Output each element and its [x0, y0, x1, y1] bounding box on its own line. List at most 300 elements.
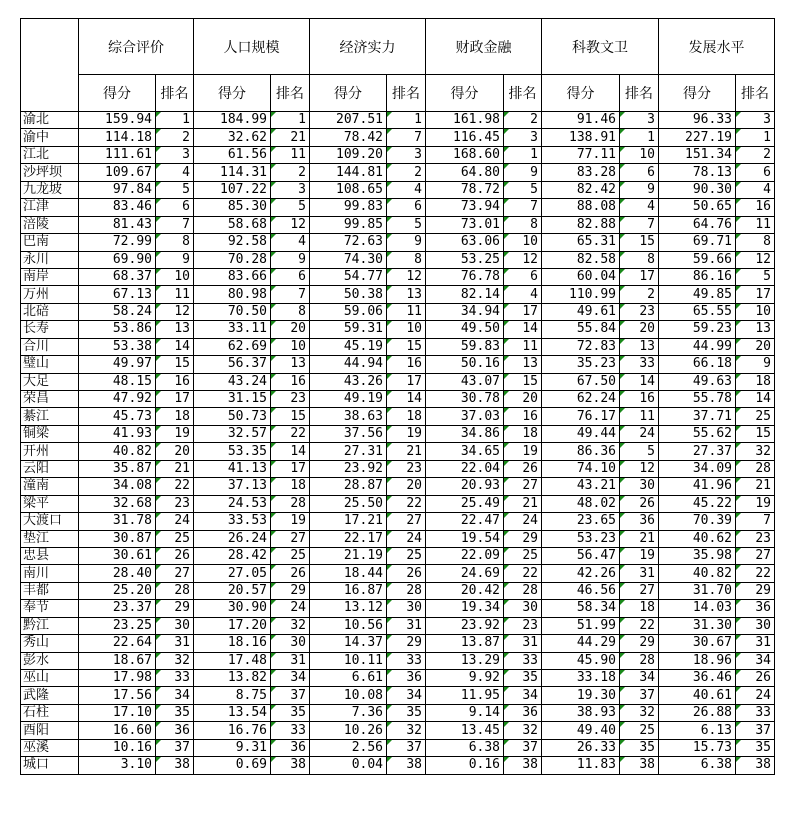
rank-cell: 2 — [156, 129, 194, 146]
region-name-cell: 武隆 — [21, 687, 79, 704]
group-header-composite: 综合评价 — [79, 19, 194, 75]
rank-cell: 31 — [271, 652, 310, 669]
score-cell: 72.83 — [542, 338, 620, 355]
score-cell: 116.45 — [426, 129, 504, 146]
score-cell: 144.81 — [310, 164, 387, 181]
score-cell: 34.09 — [659, 460, 736, 477]
table-row — [21, 530, 775, 547]
score-cell: 32.68 — [79, 495, 156, 512]
score-cell: 60.04 — [542, 268, 620, 285]
rank-cell: 11 — [156, 286, 194, 303]
rank-cell: 29 — [156, 600, 194, 617]
region-name-cell: 南岸 — [21, 268, 79, 285]
score-cell: 20.57 — [194, 582, 271, 599]
score-cell: 20.42 — [426, 582, 504, 599]
score-cell: 43.21 — [542, 478, 620, 495]
rank-cell: 14 — [736, 391, 775, 408]
table-row — [21, 425, 775, 442]
score-header: 得分 — [542, 75, 620, 112]
rank-cell: 26 — [387, 565, 426, 582]
rank-header: 排名 — [504, 75, 542, 112]
score-cell: 63.06 — [426, 234, 504, 251]
group-header-education: 科教文卫 — [542, 19, 659, 75]
region-name-cell: 涪陵 — [21, 216, 79, 233]
rank-cell: 26 — [156, 547, 194, 564]
group-header-economy: 经济实力 — [310, 19, 426, 75]
rank-cell: 20 — [620, 321, 659, 338]
rank-cell: 13 — [271, 356, 310, 373]
region-name-cell: 云阳 — [21, 460, 79, 477]
rank-cell: 22 — [156, 478, 194, 495]
rank-cell: 32 — [156, 652, 194, 669]
region-name-cell: 潼南 — [21, 478, 79, 495]
score-cell: 34.94 — [426, 303, 504, 320]
score-cell: 22.04 — [426, 460, 504, 477]
score-cell: 23.65 — [542, 513, 620, 530]
rank-cell: 15 — [504, 373, 542, 390]
score-cell: 41.13 — [194, 460, 271, 477]
rank-cell: 32 — [620, 704, 659, 721]
rank-cell: 13 — [504, 356, 542, 373]
rank-cell: 11 — [736, 216, 775, 233]
rank-cell: 12 — [387, 268, 426, 285]
score-cell: 110.99 — [542, 286, 620, 303]
score-cell: 58.34 — [542, 600, 620, 617]
rank-cell: 28 — [271, 495, 310, 512]
rank-cell: 27 — [271, 530, 310, 547]
region-name-cell: 南川 — [21, 565, 79, 582]
rank-cell: 12 — [271, 216, 310, 233]
rank-cell: 30 — [620, 478, 659, 495]
score-cell: 59.31 — [310, 321, 387, 338]
rank-cell: 4 — [156, 164, 194, 181]
score-cell: 19.34 — [426, 600, 504, 617]
rank-cell: 34 — [736, 652, 775, 669]
rank-cell: 37 — [156, 739, 194, 756]
table-row — [21, 303, 775, 320]
table-row — [21, 356, 775, 373]
rank-cell: 1 — [387, 112, 426, 129]
region-name-cell: 渝北 — [21, 112, 79, 129]
rank-cell: 17 — [387, 373, 426, 390]
rank-cell: 2 — [504, 112, 542, 129]
score-cell: 40.82 — [79, 443, 156, 460]
rank-cell: 15 — [736, 425, 775, 442]
score-cell: 17.56 — [79, 687, 156, 704]
score-cell: 70.39 — [659, 513, 736, 530]
score-header: 得分 — [79, 75, 156, 112]
score-cell: 48.02 — [542, 495, 620, 512]
score-cell: 33.18 — [542, 670, 620, 687]
score-cell: 13.29 — [426, 652, 504, 669]
rank-header: 排名 — [736, 75, 775, 112]
score-cell: 34.08 — [79, 478, 156, 495]
rank-cell: 26 — [271, 565, 310, 582]
table-row — [21, 408, 775, 425]
rank-cell: 33 — [271, 722, 310, 739]
score-cell: 23.37 — [79, 600, 156, 617]
table-row — [21, 757, 775, 774]
table-row — [21, 251, 775, 268]
region-name-cell: 彭水 — [21, 652, 79, 669]
region-name-cell: 江北 — [21, 146, 79, 163]
region-name-cell: 渝中 — [21, 129, 79, 146]
rank-cell: 37 — [736, 722, 775, 739]
table-row — [21, 391, 775, 408]
score-cell: 2.56 — [310, 739, 387, 756]
region-name-cell: 北碚 — [21, 303, 79, 320]
rank-cell: 2 — [271, 164, 310, 181]
rank-cell: 16 — [271, 373, 310, 390]
score-cell: 17.20 — [194, 617, 271, 634]
rank-cell: 31 — [736, 635, 775, 652]
rank-cell: 19 — [620, 547, 659, 564]
table-row — [21, 635, 775, 652]
score-cell: 45.22 — [659, 495, 736, 512]
score-cell: 45.19 — [310, 338, 387, 355]
score-cell: 32.57 — [194, 425, 271, 442]
rank-cell: 9 — [736, 356, 775, 373]
score-cell: 207.51 — [310, 112, 387, 129]
rank-cell: 24 — [504, 513, 542, 530]
score-cell: 78.13 — [659, 164, 736, 181]
rank-cell: 20 — [156, 443, 194, 460]
table-row — [21, 547, 775, 564]
rank-cell: 35 — [736, 739, 775, 756]
rank-cell: 30 — [271, 635, 310, 652]
score-cell: 72.63 — [310, 234, 387, 251]
table-row — [21, 617, 775, 634]
score-cell: 25.20 — [79, 582, 156, 599]
rank-cell: 25 — [620, 722, 659, 739]
score-cell: 18.16 — [194, 635, 271, 652]
score-cell: 49.44 — [542, 425, 620, 442]
table-row — [21, 739, 775, 756]
region-name-cell: 秀山 — [21, 635, 79, 652]
score-cell: 49.19 — [310, 391, 387, 408]
score-cell: 97.84 — [79, 181, 156, 198]
score-cell: 37.13 — [194, 478, 271, 495]
rank-cell: 20 — [387, 478, 426, 495]
rank-cell: 37 — [504, 739, 542, 756]
score-cell: 43.07 — [426, 373, 504, 390]
rank-cell: 4 — [271, 234, 310, 251]
score-cell: 78.42 — [310, 129, 387, 146]
score-cell: 83.28 — [542, 164, 620, 181]
rank-cell: 38 — [504, 757, 542, 774]
rank-cell: 25 — [736, 408, 775, 425]
rank-cell: 24 — [620, 425, 659, 442]
rank-cell: 9 — [387, 234, 426, 251]
rank-cell: 37 — [387, 739, 426, 756]
rank-cell: 21 — [620, 530, 659, 547]
region-name-cell: 开州 — [21, 443, 79, 460]
score-cell: 15.73 — [659, 739, 736, 756]
score-cell: 161.98 — [426, 112, 504, 129]
score-cell: 61.56 — [194, 146, 271, 163]
table-row — [21, 146, 775, 163]
rank-cell: 32 — [504, 722, 542, 739]
rank-cell: 1 — [736, 129, 775, 146]
score-cell: 48.15 — [79, 373, 156, 390]
score-cell: 35.87 — [79, 460, 156, 477]
rank-cell: 15 — [620, 234, 659, 251]
rank-cell: 4 — [736, 181, 775, 198]
score-cell: 25.49 — [426, 495, 504, 512]
rank-cell: 10 — [156, 268, 194, 285]
score-cell: 53.35 — [194, 443, 271, 460]
score-cell: 109.20 — [310, 146, 387, 163]
rank-cell: 13 — [156, 321, 194, 338]
rank-cell: 6 — [620, 164, 659, 181]
rank-cell: 21 — [156, 460, 194, 477]
score-cell: 26.88 — [659, 704, 736, 721]
score-cell: 40.62 — [659, 530, 736, 547]
score-cell: 159.94 — [79, 112, 156, 129]
table-row — [21, 478, 775, 495]
score-cell: 55.78 — [659, 391, 736, 408]
rank-cell: 20 — [271, 321, 310, 338]
score-header: 得分 — [310, 75, 387, 112]
rank-cell: 18 — [620, 600, 659, 617]
region-name-cell: 璧山 — [21, 356, 79, 373]
score-cell: 30.90 — [194, 600, 271, 617]
score-cell: 31.30 — [659, 617, 736, 634]
table-row — [21, 565, 775, 582]
score-cell: 64.80 — [426, 164, 504, 181]
score-cell: 50.38 — [310, 286, 387, 303]
score-cell: 24.69 — [426, 565, 504, 582]
group-header-population: 人口规模 — [194, 19, 310, 75]
rank-cell: 14 — [156, 338, 194, 355]
table-row — [21, 582, 775, 599]
score-cell: 82.58 — [542, 251, 620, 268]
rank-cell: 16 — [620, 391, 659, 408]
score-cell: 66.18 — [659, 356, 736, 373]
rank-cell: 19 — [504, 443, 542, 460]
score-cell: 7.36 — [310, 704, 387, 721]
rank-cell: 7 — [387, 129, 426, 146]
table-row — [21, 286, 775, 303]
score-cell: 10.26 — [310, 722, 387, 739]
rank-cell: 5 — [271, 199, 310, 216]
score-cell: 53.38 — [79, 338, 156, 355]
region-name-cell: 巫溪 — [21, 739, 79, 756]
score-cell: 11.83 — [542, 757, 620, 774]
rank-cell: 5 — [504, 181, 542, 198]
rank-cell: 6 — [271, 268, 310, 285]
rank-cell: 28 — [156, 582, 194, 599]
rank-cell: 28 — [504, 582, 542, 599]
score-cell: 0.04 — [310, 757, 387, 774]
table-row — [21, 181, 775, 198]
score-cell: 88.08 — [542, 199, 620, 216]
score-cell: 62.24 — [542, 391, 620, 408]
region-name-cell: 黔江 — [21, 617, 79, 634]
score-cell: 76.78 — [426, 268, 504, 285]
table-row — [21, 600, 775, 617]
score-cell: 19.54 — [426, 530, 504, 547]
score-cell: 13.12 — [310, 600, 387, 617]
table-row — [21, 670, 775, 687]
table-row — [21, 513, 775, 530]
rank-cell: 14 — [387, 391, 426, 408]
score-cell: 27.05 — [194, 565, 271, 582]
rank-cell: 8 — [156, 234, 194, 251]
score-cell: 14.37 — [310, 635, 387, 652]
rank-cell: 27 — [156, 565, 194, 582]
rank-cell: 18 — [504, 425, 542, 442]
table-row — [21, 722, 775, 739]
region-name-cell: 荣昌 — [21, 391, 79, 408]
rank-cell: 20 — [504, 391, 542, 408]
score-cell: 49.40 — [542, 722, 620, 739]
rank-cell: 36 — [271, 739, 310, 756]
rank-cell: 17 — [736, 286, 775, 303]
rank-cell: 21 — [736, 478, 775, 495]
rank-cell: 12 — [620, 460, 659, 477]
score-cell: 59.66 — [659, 251, 736, 268]
rank-cell: 3 — [620, 112, 659, 129]
score-cell: 6.38 — [659, 757, 736, 774]
score-cell: 13.87 — [426, 635, 504, 652]
rank-cell: 6 — [504, 268, 542, 285]
rank-cell: 7 — [504, 199, 542, 216]
table-row — [21, 164, 775, 181]
score-cell: 17.48 — [194, 652, 271, 669]
rank-cell: 6 — [736, 164, 775, 181]
table-row — [21, 234, 775, 251]
rank-cell: 38 — [736, 757, 775, 774]
score-cell: 58.68 — [194, 216, 271, 233]
score-cell: 30.87 — [79, 530, 156, 547]
rank-cell: 34 — [504, 687, 542, 704]
score-cell: 37.56 — [310, 425, 387, 442]
rank-cell: 37 — [620, 687, 659, 704]
rank-cell: 34 — [271, 670, 310, 687]
rank-cell: 35 — [387, 704, 426, 721]
rank-cell: 30 — [736, 617, 775, 634]
table-row — [21, 443, 775, 460]
rank-cell: 25 — [387, 547, 426, 564]
score-cell: 54.77 — [310, 268, 387, 285]
score-cell: 18.96 — [659, 652, 736, 669]
rank-cell: 28 — [387, 582, 426, 599]
score-cell: 24.53 — [194, 495, 271, 512]
score-cell: 80.98 — [194, 286, 271, 303]
rank-cell: 38 — [271, 757, 310, 774]
rank-cell: 15 — [387, 338, 426, 355]
rank-cell: 19 — [387, 425, 426, 442]
score-cell: 22.09 — [426, 547, 504, 564]
rank-cell: 31 — [387, 617, 426, 634]
score-cell: 46.56 — [542, 582, 620, 599]
rank-cell: 33 — [620, 356, 659, 373]
region-name-cell: 铜梁 — [21, 425, 79, 442]
score-cell: 38.63 — [310, 408, 387, 425]
rank-cell: 25 — [271, 547, 310, 564]
score-cell: 109.67 — [79, 164, 156, 181]
score-cell: 42.26 — [542, 565, 620, 582]
region-name-cell: 巫山 — [21, 670, 79, 687]
rank-cell: 21 — [504, 495, 542, 512]
rank-cell: 5 — [620, 443, 659, 460]
rank-cell: 37 — [271, 687, 310, 704]
rank-cell: 5 — [156, 181, 194, 198]
score-cell: 53.25 — [426, 251, 504, 268]
score-cell: 55.84 — [542, 321, 620, 338]
score-header: 得分 — [194, 75, 271, 112]
rank-cell: 36 — [387, 670, 426, 687]
rank-cell: 24 — [156, 513, 194, 530]
rank-cell: 30 — [156, 617, 194, 634]
rank-cell: 2 — [387, 164, 426, 181]
score-cell: 62.69 — [194, 338, 271, 355]
score-cell: 41.93 — [79, 425, 156, 442]
rank-cell: 31 — [156, 635, 194, 652]
rank-cell: 24 — [271, 600, 310, 617]
score-cell: 65.55 — [659, 303, 736, 320]
score-cell: 38.93 — [542, 704, 620, 721]
score-cell: 99.85 — [310, 216, 387, 233]
rank-cell: 8 — [504, 216, 542, 233]
rank-cell: 30 — [387, 600, 426, 617]
score-cell: 19.30 — [542, 687, 620, 704]
score-cell: 41.96 — [659, 478, 736, 495]
score-cell: 59.06 — [310, 303, 387, 320]
rank-cell: 11 — [271, 146, 310, 163]
score-cell: 168.60 — [426, 146, 504, 163]
score-cell: 35.23 — [542, 356, 620, 373]
score-cell: 70.28 — [194, 251, 271, 268]
table-row — [21, 495, 775, 512]
rank-cell: 29 — [271, 582, 310, 599]
rank-cell: 3 — [504, 129, 542, 146]
score-cell: 26.24 — [194, 530, 271, 547]
score-cell: 22.17 — [310, 530, 387, 547]
rank-cell: 31 — [620, 565, 659, 582]
score-cell: 17.21 — [310, 513, 387, 530]
score-cell: 74.10 — [542, 460, 620, 477]
score-cell: 35.98 — [659, 547, 736, 564]
score-cell: 78.72 — [426, 181, 504, 198]
region-name-cell: 丰都 — [21, 582, 79, 599]
rank-cell: 2 — [736, 146, 775, 163]
score-cell: 49.85 — [659, 286, 736, 303]
rank-cell: 15 — [156, 356, 194, 373]
score-cell: 67.13 — [79, 286, 156, 303]
rank-cell: 36 — [620, 513, 659, 530]
score-cell: 13.82 — [194, 670, 271, 687]
rank-cell: 5 — [387, 216, 426, 233]
rank-cell: 36 — [156, 722, 194, 739]
score-cell: 74.30 — [310, 251, 387, 268]
rank-cell: 18 — [156, 408, 194, 425]
score-cell: 50.65 — [659, 199, 736, 216]
rank-cell: 33 — [156, 670, 194, 687]
score-cell: 9.92 — [426, 670, 504, 687]
region-name-cell: 酉阳 — [21, 722, 79, 739]
score-cell: 91.46 — [542, 112, 620, 129]
rank-cell: 19 — [156, 425, 194, 442]
rank-cell: 17 — [271, 460, 310, 477]
score-cell: 10.08 — [310, 687, 387, 704]
score-cell: 28.42 — [194, 547, 271, 564]
region-name-cell: 沙坪坝 — [21, 164, 79, 181]
score-cell: 10.56 — [310, 617, 387, 634]
rank-cell: 24 — [387, 530, 426, 547]
score-header: 得分 — [659, 75, 736, 112]
